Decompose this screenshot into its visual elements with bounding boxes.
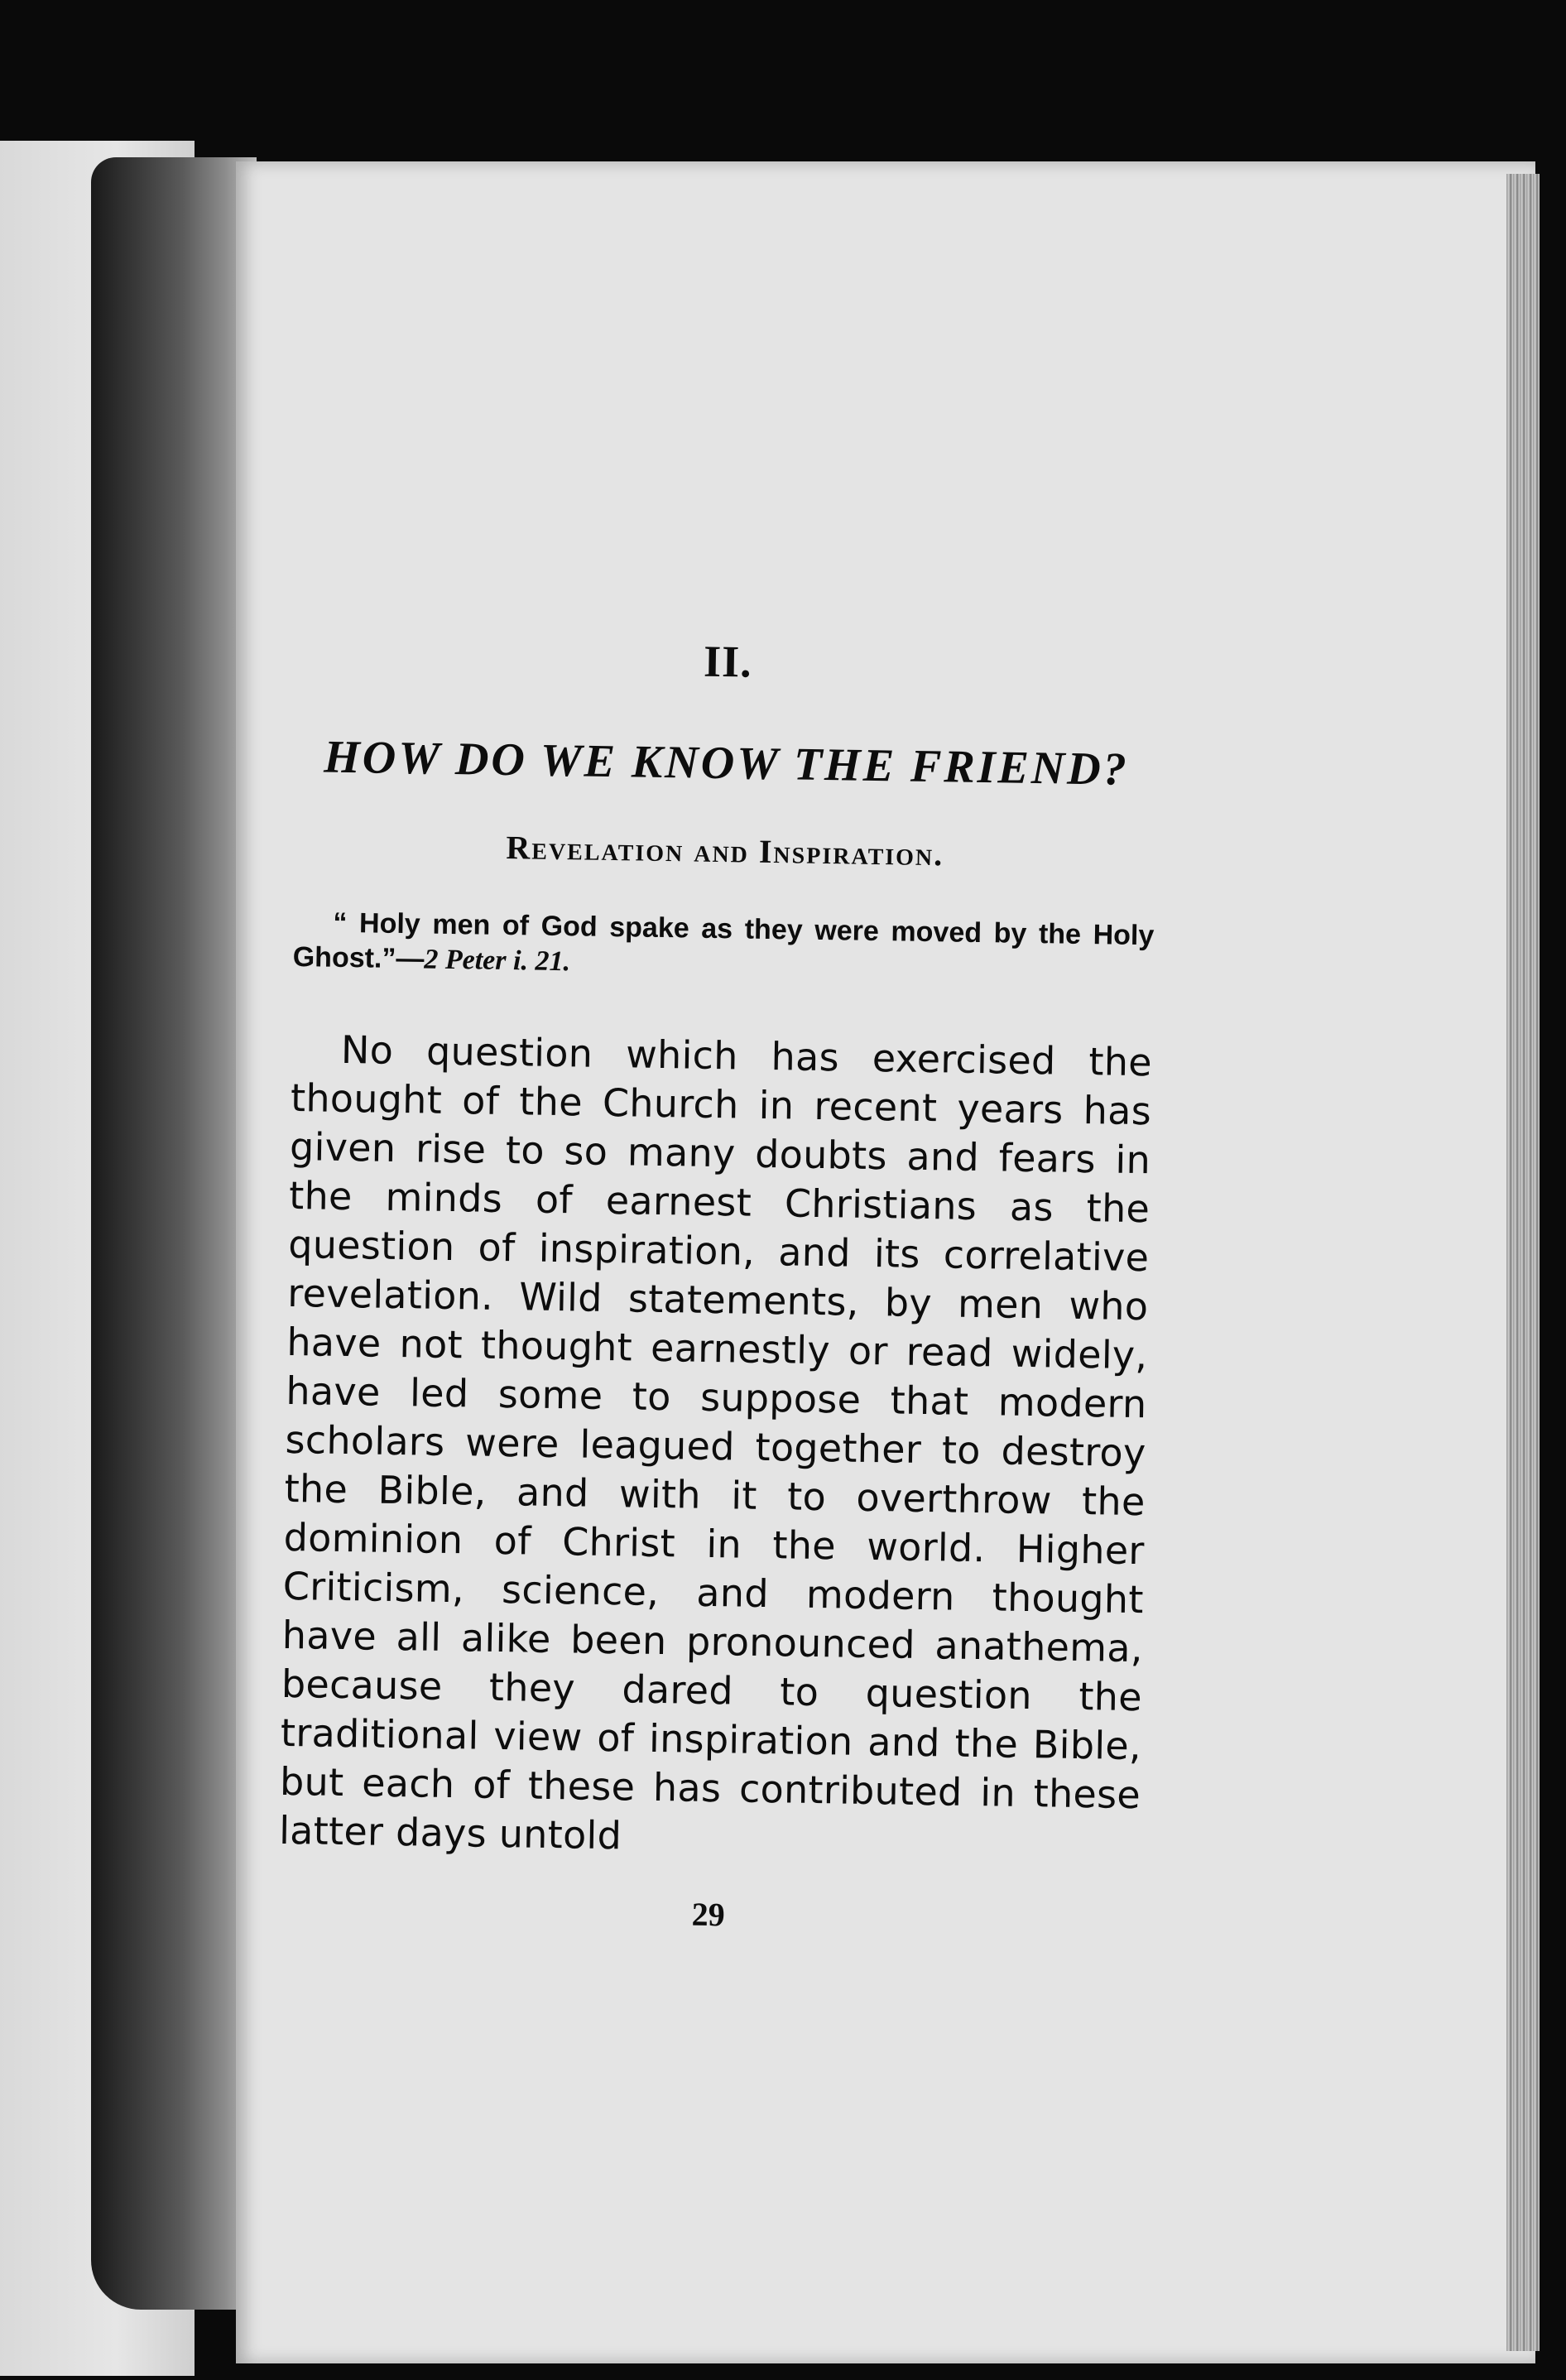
chapter-subtitle: Revelation and Inspiration. <box>506 828 944 873</box>
page-number: 29 <box>691 1895 726 1934</box>
chapter-number: II. <box>703 636 753 687</box>
page-edge <box>1506 174 1540 2351</box>
epigraph-citation: 2 Peter i. 21. <box>424 944 571 978</box>
chapter-title: HOW DO WE KNOW THE FRIEND? <box>323 731 1130 796</box>
body-paragraph: No question which has exercised the thought of the Church in recent years has given rise to so many doubts and fears in the minds of earnest Christians as the question of inspiration, and its correlative revelation. Wild statements, by men who have not thought earnestly or read widely, have led some to suppose that modern scholars were leagued together to destroy the Bible, and with it to overthrow the dominion of Christ in the world. Higher Criticism, science, and modern thought have all alike been pronounced anathema, because they dared to question the traditional view of inspiration and the Bible, but each of these has contributed in these latter days untold <box>278 1027 1153 1858</box>
book-binding <box>91 157 257 2310</box>
epigraph <box>292 905 1154 988</box>
page-content <box>277 629 1159 1940</box>
epigraph-quote: “ Holy men of God spake as they were moved by the Holy Ghost.”— <box>292 906 1155 975</box>
